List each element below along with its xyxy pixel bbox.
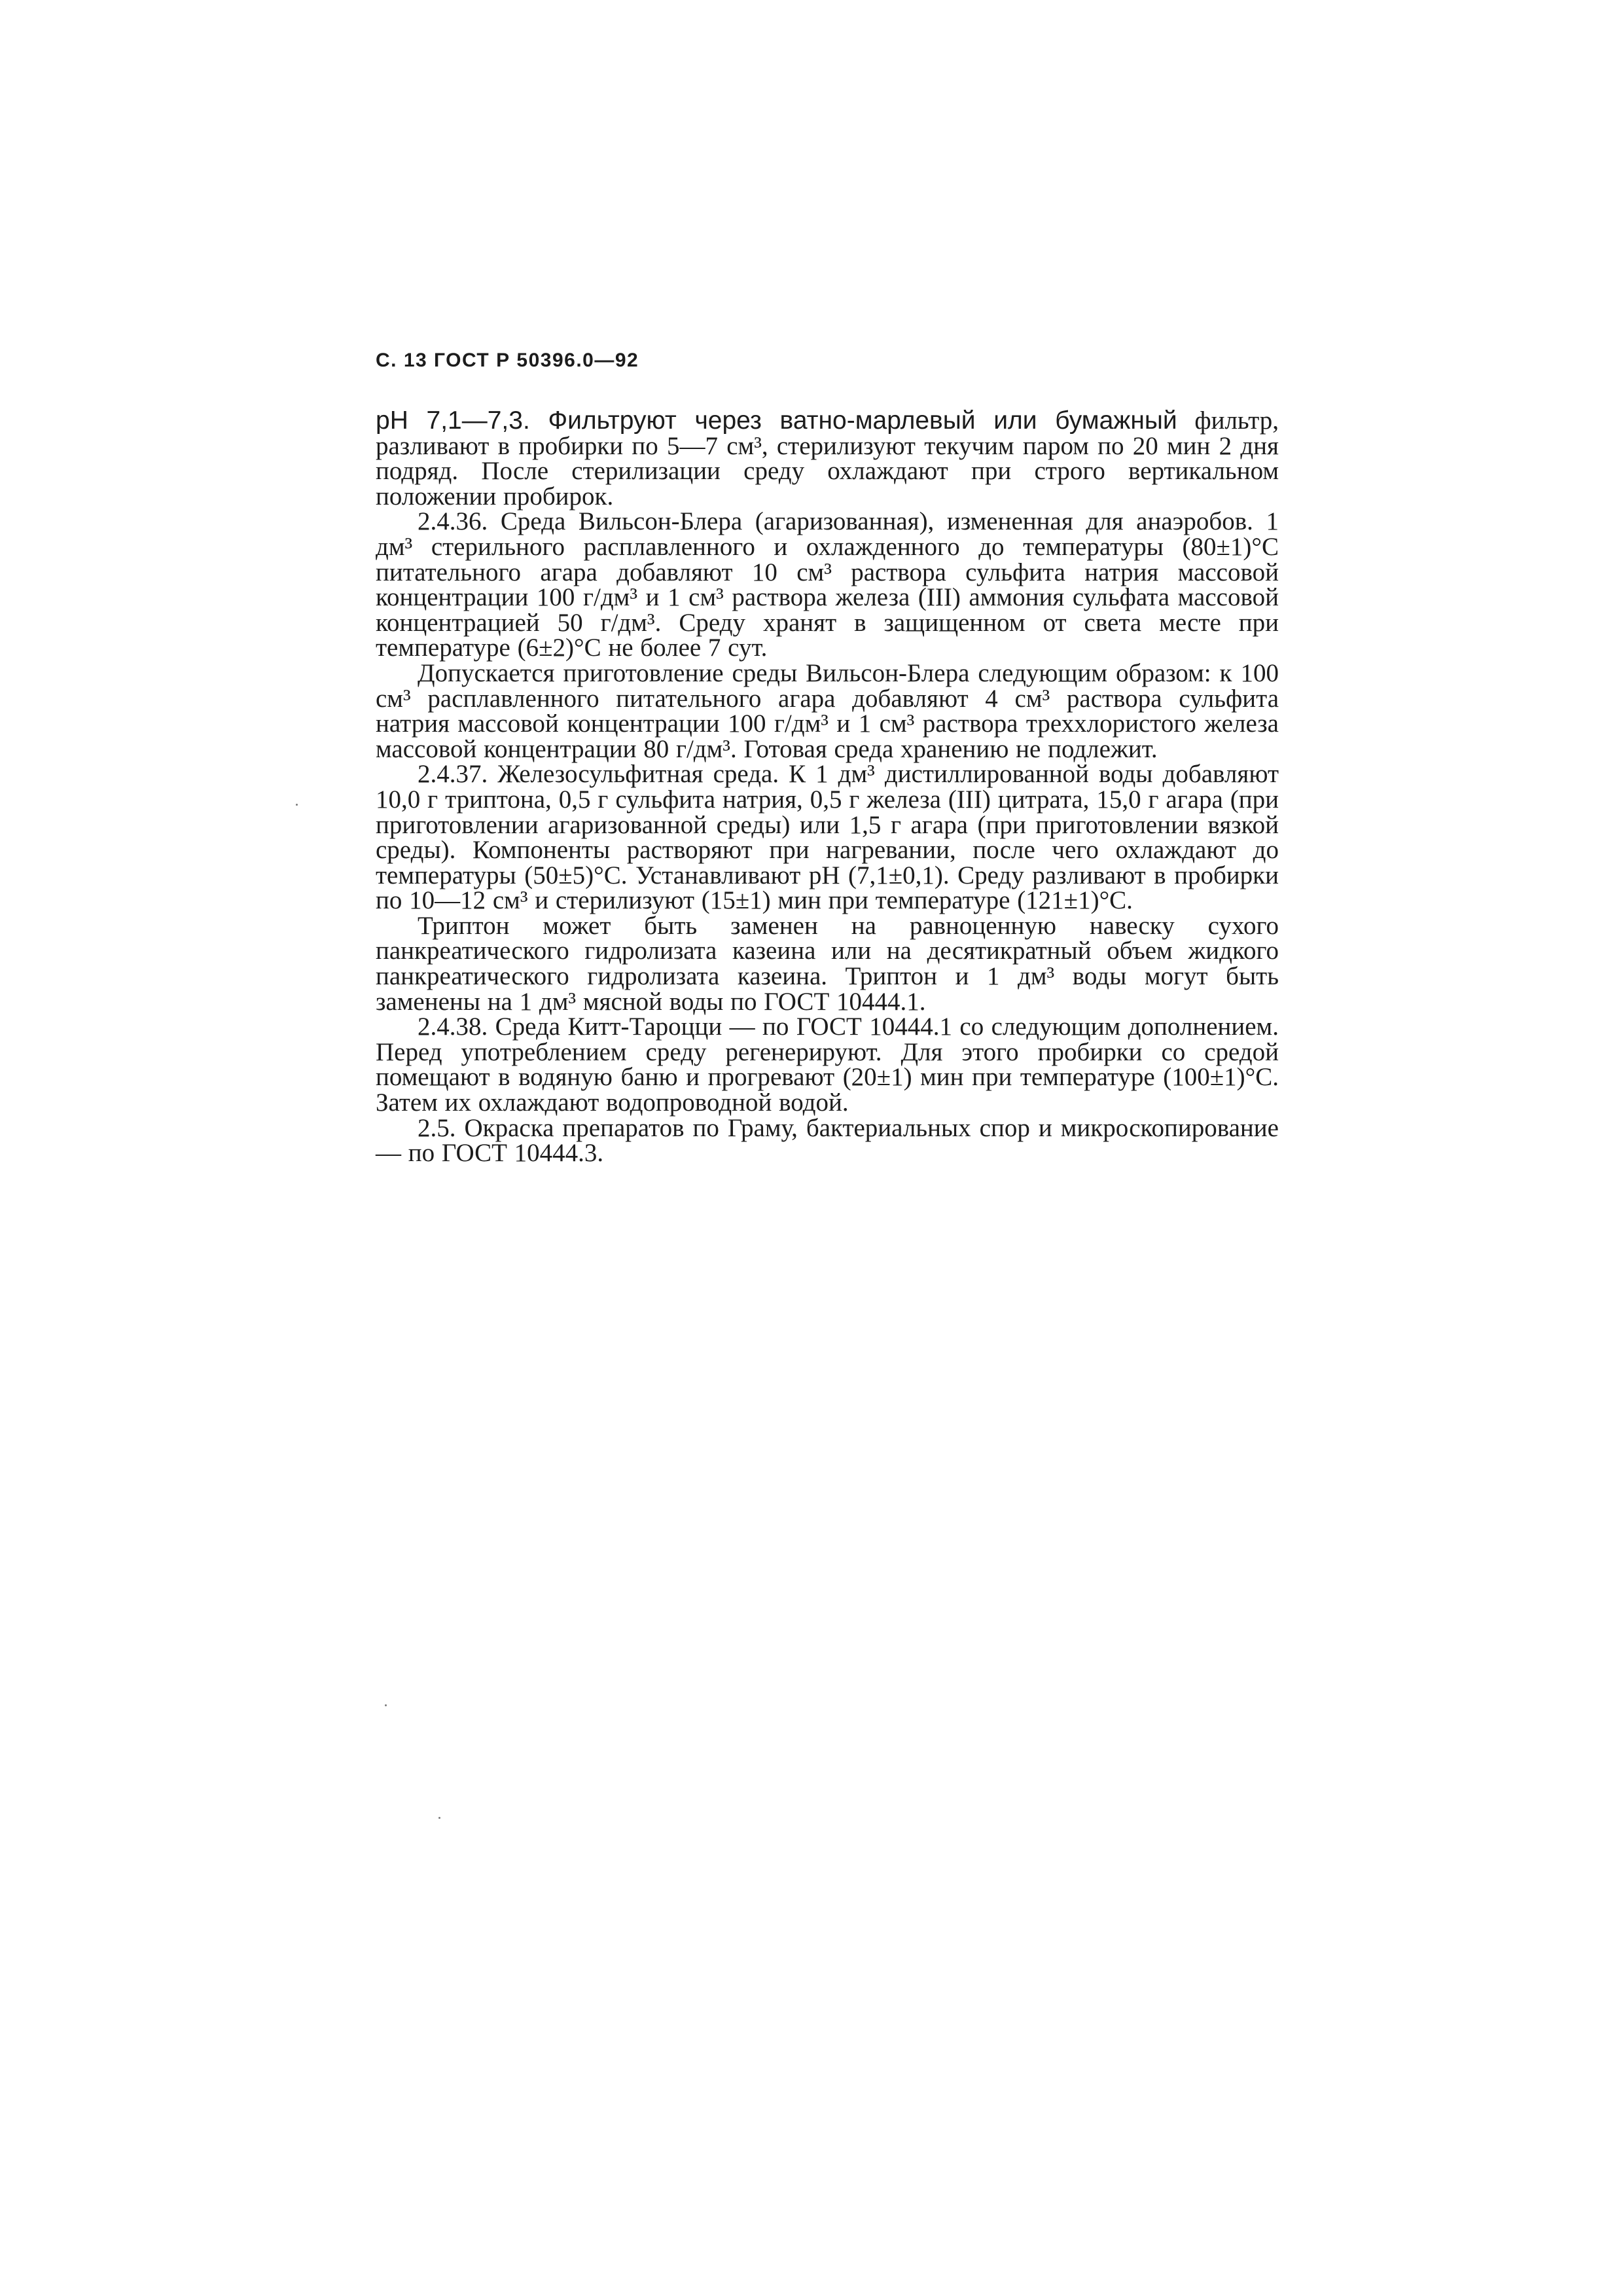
page-header: С. 13 ГОСТ Р 50396.0—92 [376, 350, 639, 371]
scan-speck [385, 1704, 387, 1706]
paragraph-2-4-37-note: Триптон может быть заменен на равноценную навеску сухого панкреатического гидролизата казеина или на десятикратный объем жидкого панкреатического гидролизата казеина. Триптон и 1 дм³ воды могут быть заменены на 1 дм³ мясной воды по ГОСТ 10444.1. [376, 911, 1279, 1016]
continuation-lead: рН 7,1—7,3. Фильтруют через ватно-марлевый или бумажный [376, 406, 1177, 435]
paragraph-2-4-36-alternative: Допускается приготовление среды Вильсон-Блера следующим образом: к 100 см³ расплавленного питательного агара добавляют 4 см³ раствора сульфита натрия массовой концентрации 100 г/дм³ и 1 см³ раствора треххлористого железа массовой концентрации 80 г/дм³. Готовая среда хранению не подлежит. [376, 658, 1279, 763]
scan-speck [438, 1817, 440, 1819]
paragraph-2-4-36: 2.4.36. Среда Вильсон-Блера (агаризованная), измененная для анаэробов. 1 дм³ стерильного расплавленного и охлажденного до температуры (80±1)°С питательного агара добавляют 10 см³ раствора сульфита натрия массовой концентрации 100 г/дм³ и 1 см³ раствора железа (III) аммония сульфата массовой концентрацией 50 г/дм³. Среду хранят в защищенном от света месте при температуре (6±2)°С не более 7 сут. [376, 507, 1279, 662]
scan-speck [296, 804, 298, 806]
continuation-text: фильтр, разливают в пробирки по 5—7 см³, стерилизуют текучим паром по 20 мин 2 дня подряд. После стерилизации среду охлаждают при строго вертикальном положении пробирок. [376, 406, 1279, 511]
paragraph-continuation [376, 408, 1279, 509]
paragraph-2-4-37: 2.4.37. Железосульфитная среда. К 1 дм³ дистиллированной воды добавляют 10,0 г триптона, 0,5 г сульфита натрия, 0,5 г железа (III) цитрата, 15,0 г агара (при приготовлении агаризованной среды) или 1,5 г агара (при приготовлении вязкой среды). Компоненты растворяют при нагревании, после чего охлаждают до температуры (50±5)°С. Устанавливают рН (7,1±0,1). Среду разливают в пробирки по 10—12 см³ и стерилизуют (15±1) мин при температуре (121±1)°С. [376, 760, 1279, 915]
paragraph-2-5: 2.5. Окраска препаратов по Граму, бактериальных спор и микроскопирование — по ГОСТ 10444.3. [376, 1113, 1279, 1168]
document-body [376, 408, 1279, 1166]
paragraph-2-4-38: 2.4.38. Среда Китт-Тароцци — по ГОСТ 10444.1 со следующим дополнением. Перед употреблением среду регенерируют. Для этого пробирки со средой помещают в водяную баню и прогревают (20±1) мин при температуре (100±1)°С. Затем их охлаждают водопроводной водой. [376, 1013, 1279, 1117]
